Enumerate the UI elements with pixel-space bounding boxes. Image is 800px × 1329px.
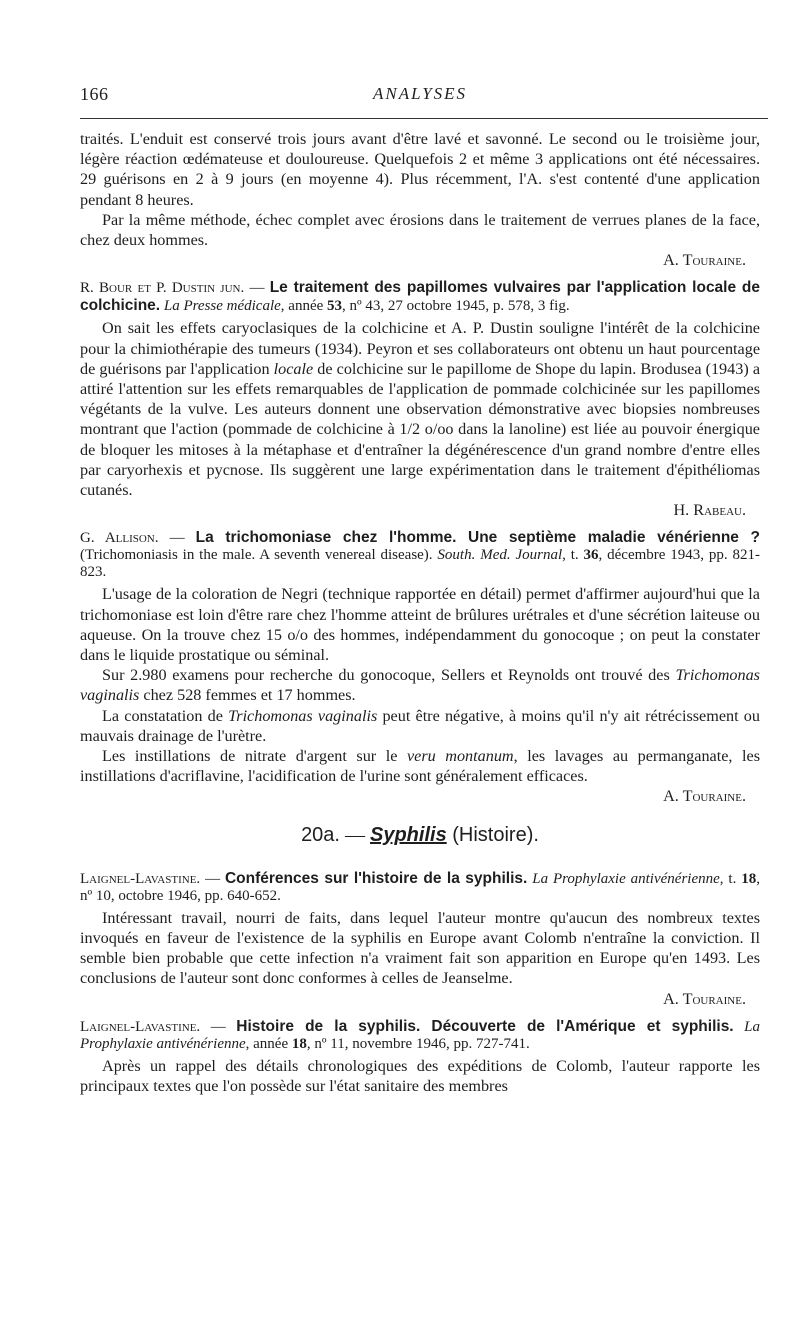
- spacer: [80, 807, 760, 821]
- anatomy-term: veru montanum: [406, 747, 514, 766]
- spacer: [80, 520, 760, 529]
- page-header: [80, 84, 760, 110]
- volume-number: 36: [583, 547, 599, 564]
- paragraph-text: chez 528 femmes et 17 hommes.: [139, 686, 356, 705]
- journal-name: La Presse médicale: [163, 298, 281, 315]
- spacer: [80, 861, 760, 870]
- article-reference-trichomoniase: [80, 529, 760, 581]
- journal-name: La Prophylaxie antivénérienne: [80, 1018, 761, 1052]
- abstract-paragraph: [80, 746, 760, 786]
- abstract-paragraph: [80, 706, 760, 746]
- article-authors: Laignel-Lavastine.: [80, 870, 201, 887]
- reference-part: , année: [245, 1035, 292, 1052]
- article-title: La trichomoniase chez l'homme. Une septième maladie vénérienne ?: [195, 529, 760, 547]
- reference-dash: —: [158, 530, 196, 547]
- reviewer-signature: [80, 500, 760, 520]
- reference-dash: —: [200, 870, 225, 887]
- reference-part: , t.: [719, 870, 742, 887]
- article-continuation-paragraph-2: [80, 210, 760, 250]
- article-authors: Laignel-Lavastine.: [80, 1018, 201, 1035]
- article-authors: R. Bour et P. Dustin jun.: [80, 280, 245, 297]
- volume-number: 18: [291, 1035, 307, 1052]
- journal-name: La Prophylaxie antivénérienne: [532, 870, 720, 887]
- abstract-paragraph: Après un rappel des détails chronologiques des expéditions de Colomb, l'auteur rapporte les principaux textes que l'on possède sur l'état sanitaire des membres: [80, 1056, 760, 1095]
- emphasis-text: locale: [273, 359, 314, 378]
- article-authors: G. Allison.: [80, 530, 159, 547]
- section-number: 20a.: [301, 823, 340, 846]
- reference-dash: —: [244, 280, 270, 297]
- article-reference-histoire: [80, 1018, 760, 1053]
- signature-text: A. Touraine.: [663, 989, 746, 1008]
- journal-name: South. Med. Journal: [437, 547, 563, 564]
- reference-dash: —: [200, 1018, 237, 1035]
- section-dash: —: [340, 823, 370, 846]
- abstract-paragraph: [80, 318, 760, 500]
- reference-part: , nº 11, novembre 1946, pp. 727-741.: [306, 1035, 530, 1052]
- signature-text: H. Rabeau.: [673, 501, 746, 520]
- page-body: [80, 129, 760, 1096]
- paragraph-text: peut être négative, à moins qu'il n'y ait rétrécissement ou mauvais drainage de l'urètre.: [80, 706, 760, 745]
- article-continuation-paragraph: traités. L'enduit est conservé trois jours avant d'être lavé et savonné. Le second ou le troisième jour, légère réaction œdémateuse et douloureuse. Quelquefois 2 et même 3 applications ont été nécessaires. 29 guérisons en 2 à 9 jours (en moyenne 4). Plus récemment, l'A. s'est contenté d'une application pendant 8 heures.: [80, 130, 760, 209]
- reference-part: , année: [280, 298, 328, 315]
- paragraph-text: de colchicine sur le papillome de Shope du lapin. Brodusea (1943) a attiré l'attention sur les effets remarquables de l'application de pommade colchicinée sur les papillomes végétants de la vulve. Les auteurs donnent une observation démonstrative avec biopsies nombreuses montrant que l'action (pommade de colchicine à 1/2 o/oo dans la lanoline) est liée au pouvoir énergique de bloquer les mitoses à la métaphase et d'entraîner la dégénérescence d'un grand nombre d'entre elles par caryorhexis et pycnose. Ils suggèrent une large expérimentation dans le traitement d'épithéliomas cutanés.: [80, 359, 760, 500]
- volume-number: 53: [327, 298, 343, 315]
- paragraph-text: Par la même méthode, échec complet avec érosions dans le traitement de verrues planes de la face, chez deux hommes.: [80, 210, 760, 250]
- article-title: Histoire de la syphilis. Découverte de l'Amérique et syphilis.: [236, 1017, 734, 1035]
- reviewer-signature: [80, 786, 760, 806]
- reference-part: , nº 43, 27 octobre 1945, p. 578, 3 fig.: [342, 298, 570, 315]
- section-heading: [80, 823, 760, 847]
- paragraph-text: , les lavages au permanganate, les instillations d'acriflavine, l'acidification de l'urine sont généralement efficaces.: [80, 747, 760, 786]
- abstract-paragraph: L'usage de la coloration de Negri (technique rapportée en détail) permet d'affirmer aujourd'hui que la trichomoniase est loin d'être rare chez l'homme atteint de brûlures urétrales et d'une sécrétion laiteuse ou aqueuse. On la trouve chez 15 o/o des hommes, indépendamment du gonocoque ; on peut la constater dans le liquide prostatique ou séminal.: [80, 585, 760, 665]
- signature-text: A. Touraine.: [663, 251, 746, 270]
- journal-page: [80, 84, 761, 1095]
- section-subtitle: (Histoire).: [446, 823, 539, 846]
- page-number: 166: [80, 84, 109, 104]
- section-title: Syphilis: [370, 823, 447, 846]
- reference-part: , décembre 1943, pp. 821-823.: [80, 547, 761, 581]
- abstract-paragraph: Intéressant travail, nourri de faits, dans lequel l'auteur montre qu'aucun des nombreux textes invoqués en faveur de l'existence de la syphilis en Europe avant Colomb n'entraîne la conviction. Il semble bien probable que cette infection n'a vraiment fait son apparition en Europe qu'en 1493. Les conclusions de l'auteur sont donc conformes à celles de Jeanselme.: [80, 908, 760, 988]
- running-title: ANALYSES: [372, 84, 468, 103]
- reference-part: , nº 10, octobre 1946, pp. 640-652.: [80, 870, 761, 904]
- paragraph-text: Sur 2.980 examens pour recherche du gonocoque, Sellers et Reynolds ont trouvé des: [102, 666, 676, 685]
- spacer: [80, 270, 760, 279]
- article-reference-colchicine: [80, 279, 760, 315]
- abstract-paragraph: [80, 665, 760, 705]
- species-name: Trichomonas vaginalis: [80, 666, 760, 705]
- spacer: [80, 1009, 760, 1018]
- paragraph-text: Les instillations de nitrate d'argent sur le: [102, 747, 407, 766]
- volume-number: 18: [741, 870, 757, 887]
- reference-part: , t.: [562, 547, 584, 564]
- article-reference-conferences: [80, 870, 760, 905]
- spacer: [80, 847, 760, 861]
- header-rule: [80, 118, 768, 119]
- paragraph-text: La constatation de: [102, 706, 229, 725]
- english-title: (Trichomoniasis in the male. A seventh venereal disease).: [80, 547, 438, 564]
- species-name: Trichomonas vaginalis: [228, 706, 378, 725]
- article-title: Conférences sur l'histoire de la syphilis.: [224, 869, 528, 887]
- reviewer-signature: [80, 250, 760, 270]
- paragraph-text: On sait les effets caryoclasiques de la colchicine et A. P. Dustin souligne l'intérêt de la colchicine pour la chimiothérapie des tumeurs (1934). Peyron et ses collaborateurs ont obtenu un haut pourcentage de guérisons par l'application: [80, 319, 760, 378]
- article-title: Le traitement des papillomes vulvaires par l'application locale de colchicine.: [80, 279, 760, 315]
- reviewer-signature: [80, 989, 760, 1009]
- signature-text: A. Touraine.: [663, 787, 746, 806]
